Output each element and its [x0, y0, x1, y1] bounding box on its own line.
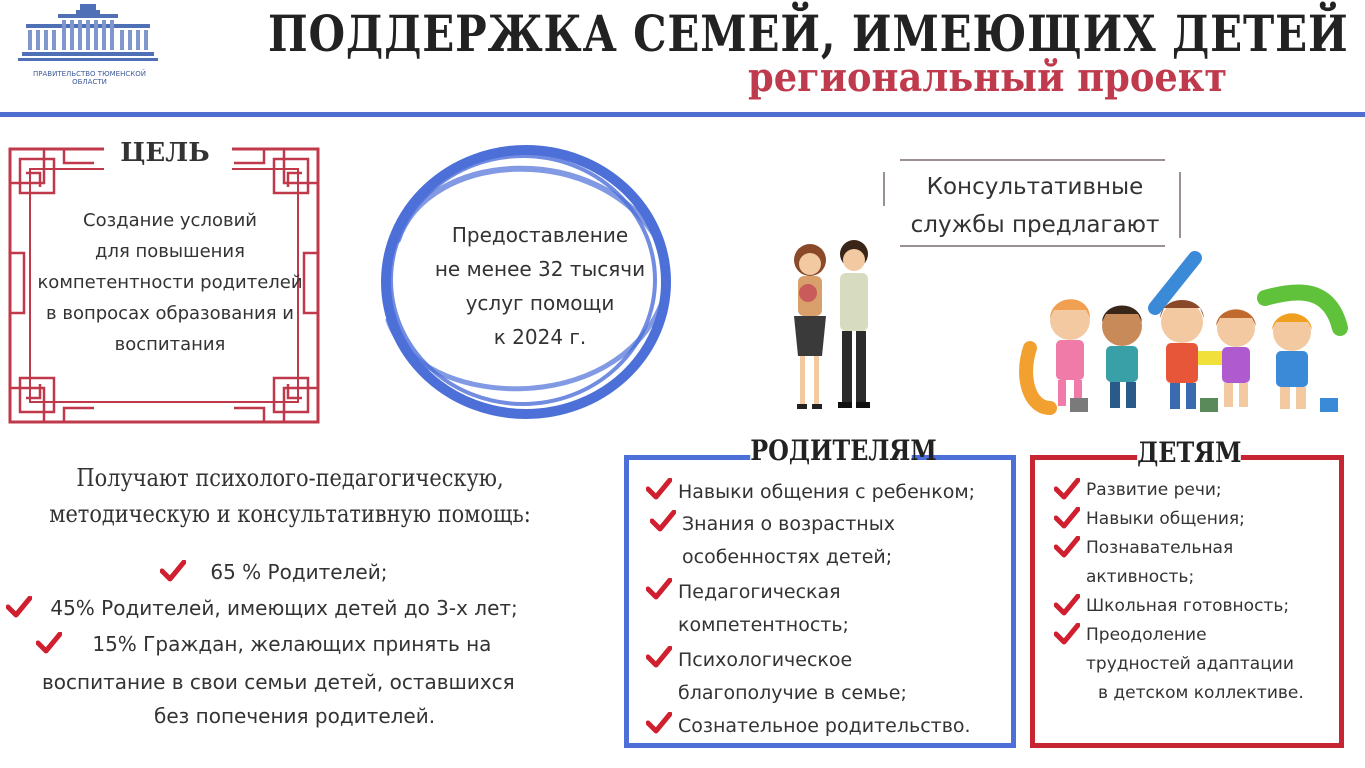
- children-list-item: [1054, 476, 1340, 505]
- goal-line: воспитания: [114, 334, 226, 355]
- check-icon: [160, 560, 186, 582]
- check-icon: [646, 712, 672, 734]
- children-item-text: Преодоление: [1086, 625, 1207, 645]
- goal-line: в вопросах образования и: [46, 303, 294, 324]
- check-icon: [1054, 478, 1080, 500]
- check-icon: [1054, 507, 1080, 529]
- circle-line: Предоставление: [451, 223, 629, 247]
- stat-text: 15% Граждан, желающих принять на: [92, 632, 492, 656]
- children-item-text: Развитие речи;: [1086, 480, 1222, 500]
- stat-item: [36, 632, 491, 656]
- check-icon: [36, 632, 62, 654]
- goal-line: компетентности родителей: [37, 272, 303, 293]
- children-list-item: [1054, 592, 1340, 621]
- parents-list-item: [646, 644, 1006, 710]
- stat-text-continued: воспитание в свои семьи детей, оставшихся: [42, 670, 515, 694]
- logo-caption: ПРАВИТЕЛЬСТВО ТЮМЕНСКОЙ ОБЛАСТИ: [33, 70, 146, 86]
- government-building-icon: [18, 0, 158, 70]
- children-item-text: активность;: [1086, 567, 1195, 587]
- page-title: ПОДДЕРЖКА СЕМЕЙ, ИМЕЮЩИХ ДЕТЕЙ: [268, 4, 1349, 63]
- receive-heading-line: Получают психолого-педагогическую,: [76, 464, 504, 492]
- goal-description: [30, 205, 310, 360]
- parents-list-item: [646, 576, 1006, 642]
- children-item-text: Школьная готовность;: [1086, 596, 1290, 616]
- children-list-item: [1054, 505, 1340, 534]
- parents-list-item: [646, 476, 1016, 509]
- parents-heading: РОДИТЕЛЯМ: [750, 434, 937, 467]
- parents-item-text: Психологическое: [678, 649, 853, 671]
- parents-item-text: Педагогическая: [678, 581, 841, 603]
- check-icon: [6, 596, 32, 618]
- parents-item-text: Знания о возрастных: [682, 513, 895, 535]
- children-item-text: трудностей адаптации: [1086, 654, 1294, 674]
- stat-text-continued: без попечения родителей.: [154, 704, 436, 728]
- children-heading: ДЕТЯМ: [1137, 436, 1242, 469]
- stat-text: 45% Родителей, имеющих детей до 3-х лет;: [50, 596, 518, 620]
- page-subtitle: региональный проект: [748, 54, 1228, 101]
- consult-services-text: [885, 168, 1185, 244]
- consult-line: Консультативные: [926, 174, 1144, 200]
- stat-item: [6, 596, 518, 620]
- children-list-item: [1054, 534, 1340, 592]
- stat-item: [160, 560, 387, 584]
- goal-line: для повышения: [95, 241, 245, 262]
- parents-item-text: особенностях детей;: [682, 546, 893, 568]
- stat-text: 65 % Родителей;: [210, 560, 388, 584]
- circle-line: услуг помощи: [465, 291, 615, 315]
- check-icon: [650, 510, 676, 532]
- children-list-item: [1054, 621, 1340, 708]
- check-icon: [646, 478, 672, 500]
- parents-item-text: благополучие в семье;: [678, 682, 907, 704]
- header-divider: [0, 112, 1365, 117]
- receive-heading-line: методическую и консультативную помощь:: [49, 500, 531, 528]
- consult-line: службы предлагают: [910, 212, 1160, 238]
- children-illustration: [1010, 248, 1360, 418]
- parents-item-text: компетентность;: [678, 614, 849, 636]
- circle-line: к 2024 г.: [493, 325, 587, 349]
- children-item-text: в детском коллективе.: [1098, 683, 1304, 703]
- parents-illustration: [778, 238, 888, 416]
- circle-line: не менее 32 тысячи: [434, 257, 646, 281]
- receive-heading: [38, 460, 543, 532]
- goal-line: Создание условий: [83, 210, 257, 231]
- check-icon: [1054, 623, 1080, 645]
- check-icon: [646, 646, 672, 668]
- parents-item-text: Сознательное родительство.: [678, 715, 971, 737]
- check-icon: [646, 578, 672, 600]
- check-icon: [1054, 594, 1080, 616]
- children-item-text: Навыки общения;: [1086, 509, 1245, 529]
- parents-list-item: [646, 710, 1006, 743]
- parents-item-text: Навыки общения с ребенком;: [678, 481, 976, 503]
- parents-list-item: [650, 508, 1010, 574]
- children-item-text: Познавательная: [1086, 538, 1234, 558]
- check-icon: [1054, 536, 1080, 558]
- goal-heading: ЦЕЛЬ: [110, 138, 220, 168]
- services-target-text: [400, 218, 680, 354]
